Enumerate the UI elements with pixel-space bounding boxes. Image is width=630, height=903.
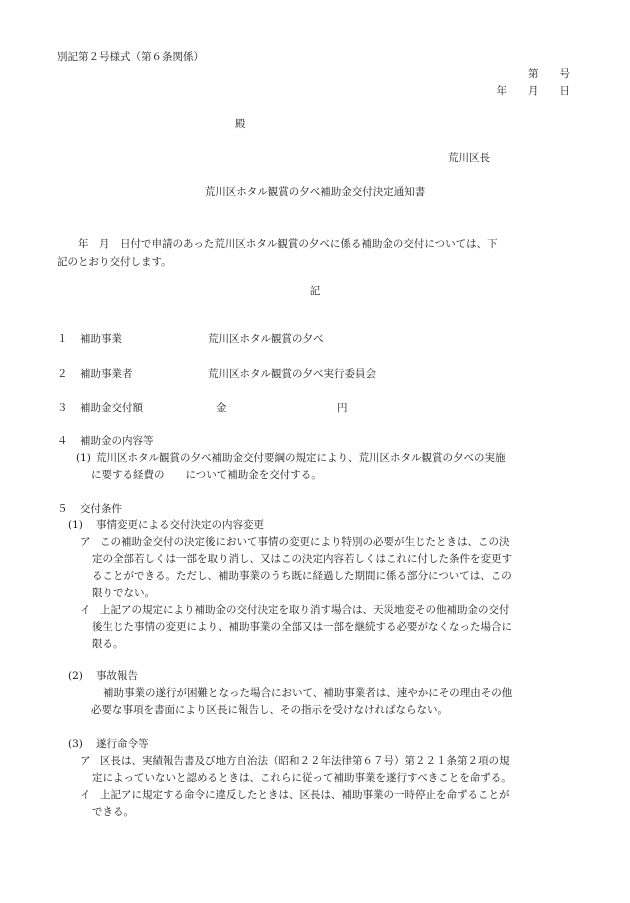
item3-number: ３ bbox=[57, 402, 68, 414]
item5-sub2-number: (2) bbox=[68, 670, 83, 682]
item3-unit: 円 bbox=[337, 402, 348, 414]
item5-sub2-line-1: 補助事業の遂行が困難となった場合において、補助事業者は、速やかにその理由その他 bbox=[103, 687, 513, 699]
intro-line-1: 年 月 日付で申請のあった荒川区ホタル観賞の夕べに係る補助金の交付については、下 bbox=[57, 238, 498, 250]
item5-sub1-i-line-1: 上記アの規定により補助金の交付決定を取り消す場合は、天災地変その他補助金の交付 bbox=[100, 604, 510, 616]
item2-value: 荒川区ホタル観賞の夕べ実行委員会 bbox=[208, 368, 376, 380]
document-number: 第 号 bbox=[528, 68, 570, 80]
item5-sub3-a-line-2: 定によっていないと認めるときは、これらに従って補助事業を遂行すべきことを命ずる。 bbox=[92, 772, 512, 784]
item4-number: ４ bbox=[57, 435, 68, 447]
intro-line-2: 記のとおり交付します。 bbox=[57, 256, 172, 268]
ki-heading: 記 bbox=[309, 285, 321, 297]
sender: 荒川区長 bbox=[448, 152, 490, 164]
document-title: 荒川区ホタル観賞の夕べ補助金交付決定通知書 bbox=[204, 186, 426, 198]
item5-sub3-i-line-1: 上記アに規定する命令に違反したときは、区長は、補助事業の一時停止を命ずることが bbox=[100, 789, 510, 801]
item4-label: 補助金の内容等 bbox=[80, 435, 154, 447]
form-label: 別記第２号様式（第６条関係） bbox=[57, 51, 204, 63]
item5-sub1-a-mark: ア bbox=[80, 536, 91, 548]
item5-sub3-label: 遂行命令等 bbox=[96, 738, 149, 750]
item5-sub1-a-line-2: 定の全部若しくは一部を取り消し、又はこの決定内容若しくはこれに付した条件を変更す bbox=[92, 553, 512, 565]
item4-line-2: に要する経費の について補助金を交付する。 bbox=[91, 469, 322, 481]
item5-number: ５ bbox=[57, 503, 68, 515]
addressee: 殿 bbox=[235, 118, 246, 130]
item4-line-1: 荒川区ホタル観賞の夕べ補助金交付要綱の規定により、荒川区ホタル観賞の夕べの実施 bbox=[96, 452, 506, 464]
item3-value: 金 bbox=[216, 402, 227, 414]
item5-sub3-i-mark: イ bbox=[80, 789, 91, 801]
item5-label: 交付条件 bbox=[80, 503, 122, 515]
document-date: 年 月 日 bbox=[496, 85, 570, 97]
item5-sub1-i-line-3: 限る。 bbox=[92, 638, 124, 650]
item5-sub1-i-mark: イ bbox=[80, 604, 91, 616]
item5-sub3-i-line-2: できる。 bbox=[92, 806, 134, 818]
item5-sub2-line-2: 必要な事項を書面により区長に報告し、その指示を受けなければならない。 bbox=[91, 704, 448, 716]
item5-sub1-number: (1) bbox=[68, 519, 83, 531]
item2-number: ２ bbox=[57, 368, 68, 380]
item1-label: 補助事業 bbox=[80, 333, 122, 345]
item5-sub3-number: (3) bbox=[68, 738, 83, 750]
item5-sub2-label: 事故報告 bbox=[96, 670, 138, 682]
item5-sub3-a-line-1: 区長は、実績報告書及び地方自治法（昭和２２年法律第６７号）第２２１条第２項の規 bbox=[100, 755, 510, 767]
item1-number: １ bbox=[57, 333, 68, 345]
item3-label: 補助金交付額 bbox=[80, 402, 143, 414]
item4-sub-number: (1) bbox=[76, 452, 91, 464]
item5-sub1-i-line-2: 後生じた事情の変更により、補助事業の全部又は一部を継続する必要がなくなった場合に bbox=[92, 621, 512, 633]
item2-label: 補助事業者 bbox=[80, 368, 133, 380]
item5-sub1-a-line-3: ることができる。ただし、補助事業のうち既に経過した期間に係る部分については、この bbox=[92, 570, 512, 582]
item1-value: 荒川区ホタル観賞の夕べ bbox=[208, 333, 324, 345]
item5-sub1-label: 事情変更による交付決定の内容変更 bbox=[96, 519, 264, 531]
item5-sub1-a-line-4: 限りでない。 bbox=[92, 587, 155, 599]
item5-sub1-a-line-1: この補助金交付の決定後において事情の変更により特別の必要が生じたときは、この決 bbox=[100, 536, 510, 548]
item5-sub3-a-mark: ア bbox=[80, 755, 91, 767]
